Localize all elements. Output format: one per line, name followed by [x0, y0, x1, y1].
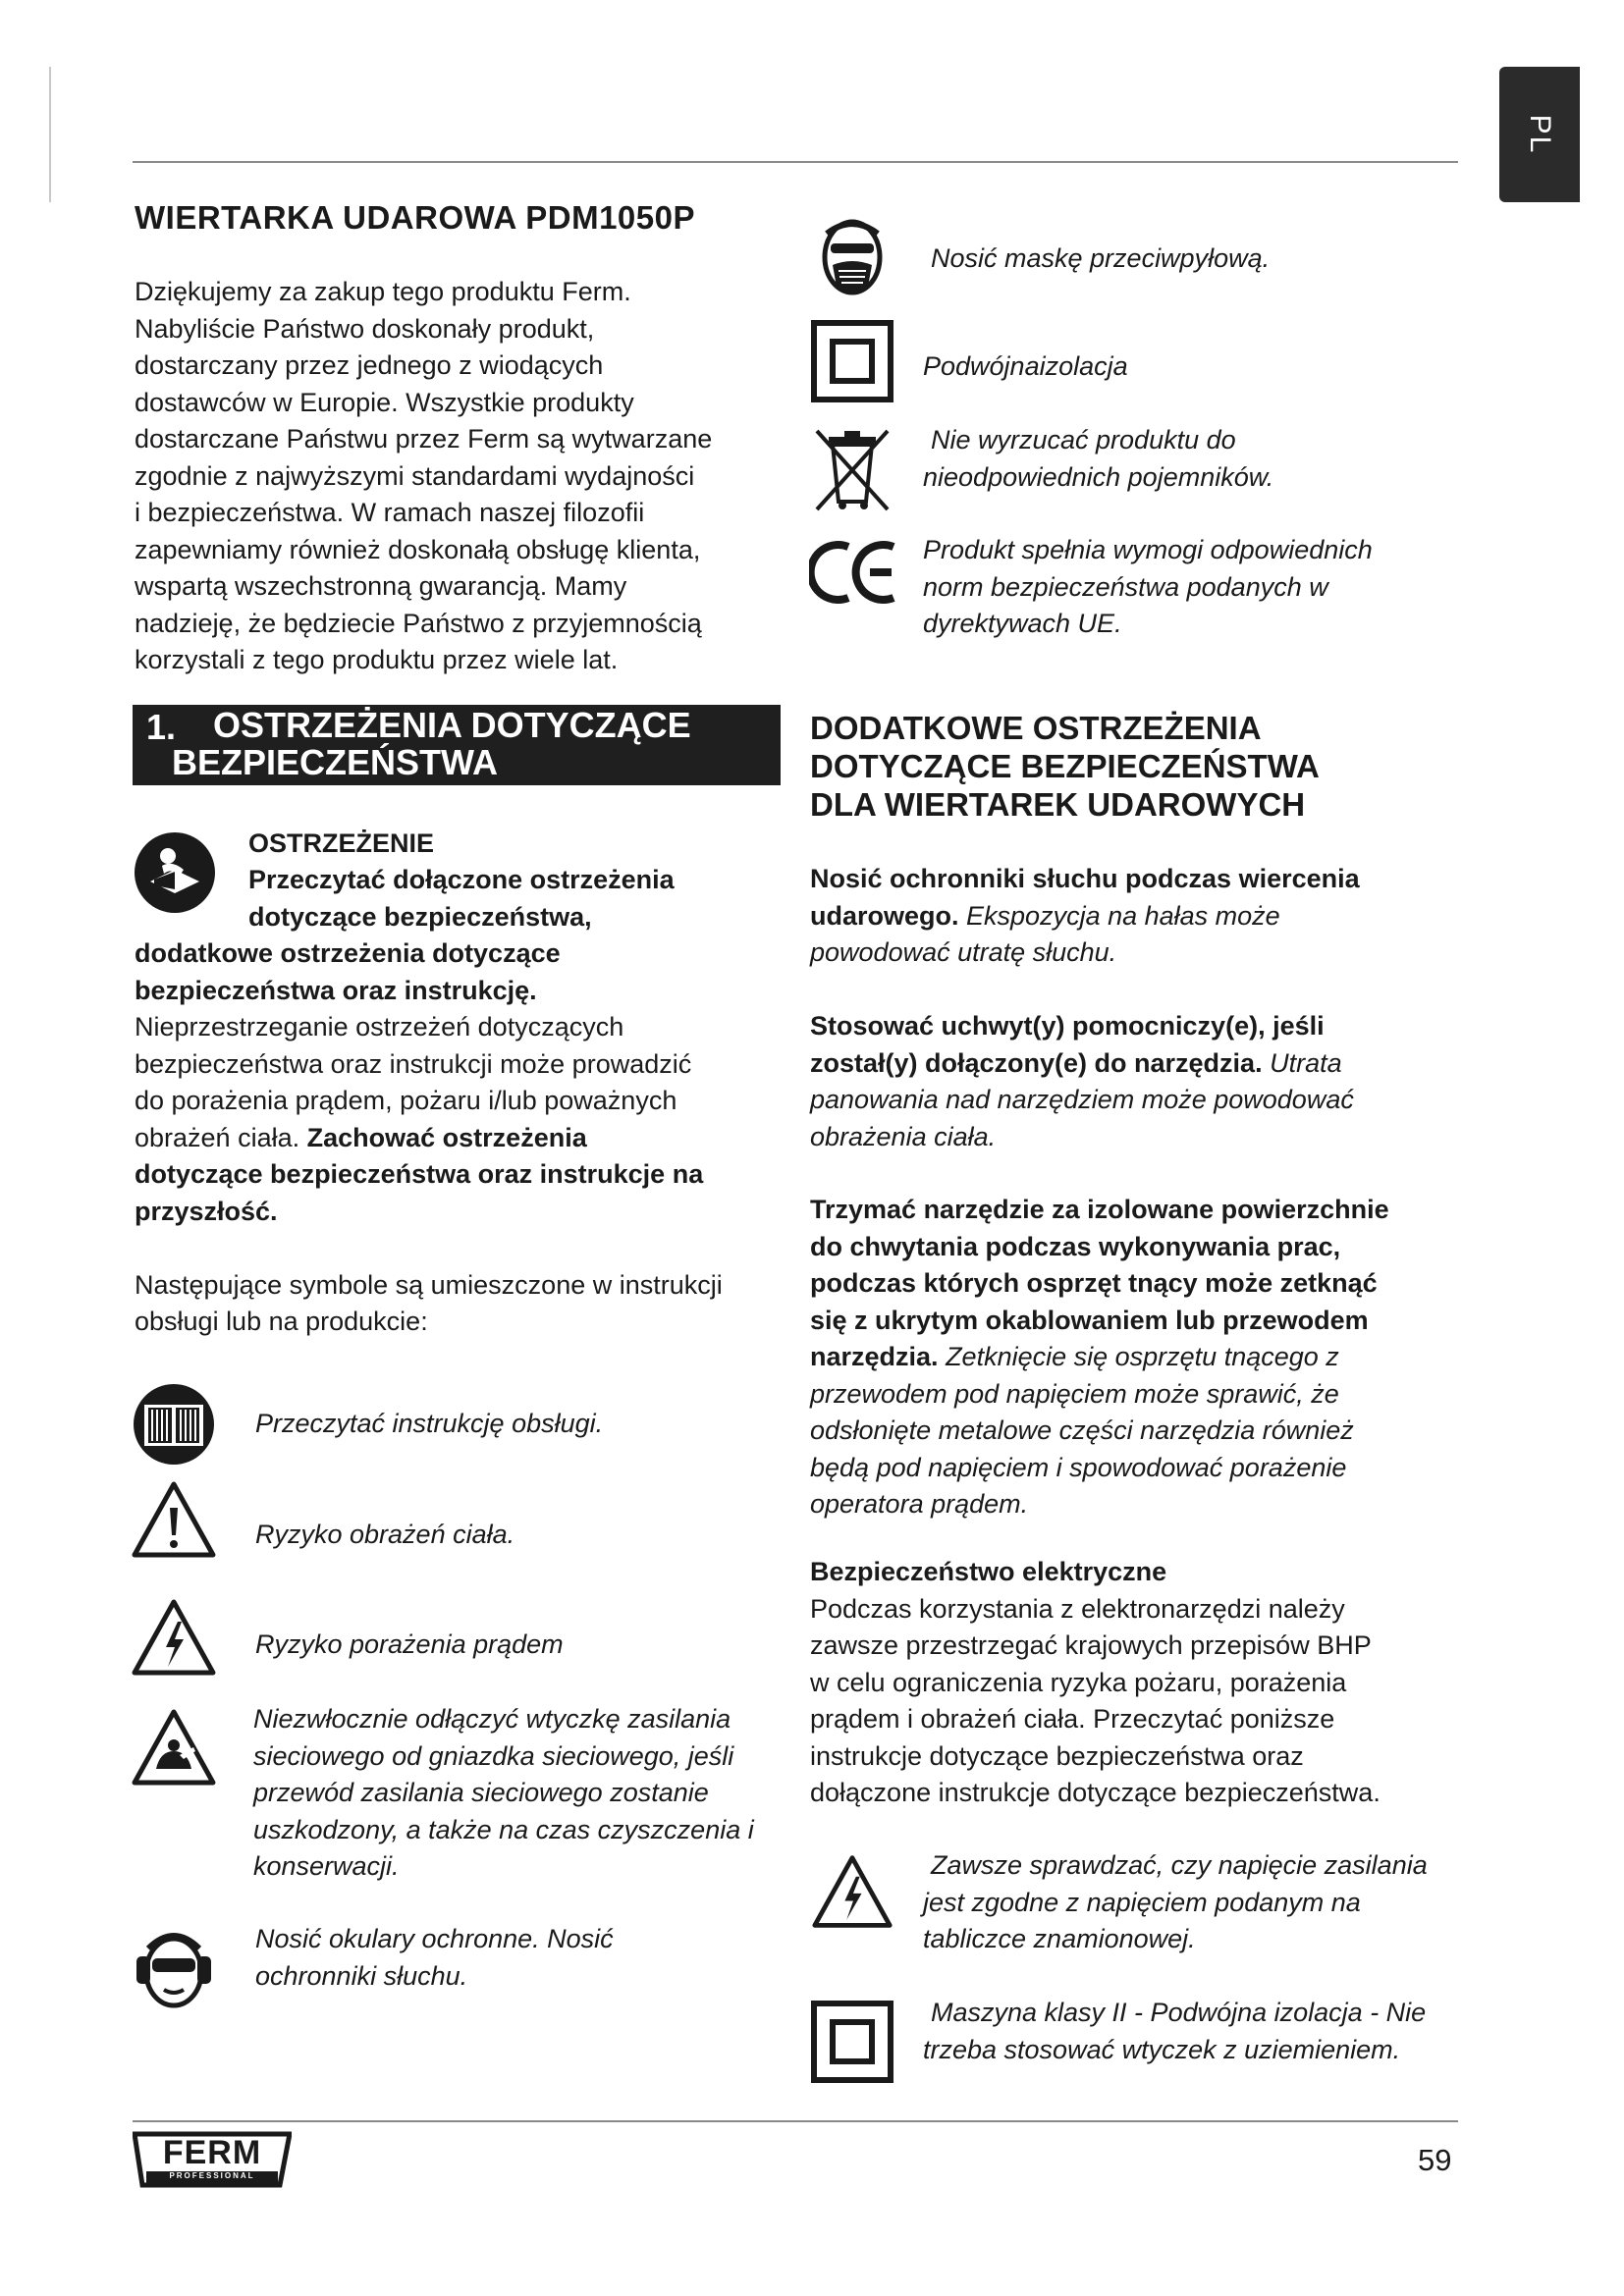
symbols-intro-line: Następujące symbole są umieszczone w instrukcji — [135, 1270, 723, 1300]
electrical-safety-heading: Bezpieczeństwo elektryczne — [810, 1557, 1167, 1586]
section-title-line: BEZPIECZEŃSTWA — [172, 742, 499, 782]
warning-line: do porażenia prądem, pożaru i/lub poważnych — [135, 1086, 677, 1115]
electrical-safety-section — [810, 1554, 1380, 1812]
symbol-description — [923, 1847, 1428, 1958]
warning-line: Nieprzestrzeganie ostrzeżeń dotyczących — [135, 1012, 624, 1041]
paragraph-line: odsłonięte metalowe części narzędzia również — [810, 1415, 1354, 1445]
intro-paragraph — [135, 274, 783, 679]
symbol-line: Nosić okulary ochronne. Nosić — [255, 1924, 614, 1953]
warning-title: OSTRZEŻENIE — [248, 828, 435, 858]
bold-text: został(y) dołączony(e) do narzędzia. — [810, 1047, 1263, 1078]
paragraph-line: Nosić ochronniki słuchu podczas wiercenia — [810, 864, 1360, 893]
paragraph-line: podczas których osprzęt tnący może zetknąć — [810, 1268, 1378, 1298]
paragraph-line: operatora prądem. — [810, 1489, 1029, 1519]
warning-line: Przeczytać dołączone ostrzeżenia — [248, 865, 675, 894]
ferm-logo — [133, 2128, 292, 2191]
paragraph-line: przewodem pod napięciem może sprawić, że — [810, 1378, 1339, 1409]
paragraph-line: Stosować uchwyt(y) pomocniczy(e), jeśli — [810, 1011, 1325, 1041]
symbol-line: uszkodzony, a także na czas czyszczenia i — [253, 1814, 754, 1844]
symbol-line: jest zgodne z napięciem podanym na — [923, 1887, 1361, 1917]
unplug-icon — [131, 1708, 217, 1787]
heading-line: DOTYCZĄCE BEZPIECZEŃSTWA — [810, 748, 1320, 784]
double-insulation-icon — [811, 2001, 893, 2083]
symbol-line: nieodpowiednich pojemników. — [923, 461, 1274, 492]
goggles-earmuffs-icon — [131, 1927, 217, 2011]
additional-paragraph — [810, 1008, 1354, 1155]
italic-text: Ekspozycja na hałas może — [966, 900, 1280, 931]
symbol-line: Zawsze sprawdzać, czy napięcie zasilania — [931, 1850, 1428, 1880]
heading-line: DODATKOWE OSTRZEŻENIA — [810, 710, 1262, 746]
symbol-description — [255, 1921, 614, 1995]
symbol-description — [923, 1995, 1426, 2068]
paragraph-line: obrażenia ciała. — [810, 1121, 997, 1151]
logo-subtext: PROFESSIONAL — [169, 2171, 255, 2180]
paragraph-line: prądem i obrażeń ciała. Przeczytać poniższe — [810, 1704, 1335, 1734]
paragraph-line: dołączone instrukcje dotyczące bezpieczeństwa. — [810, 1778, 1380, 1807]
intro-line: dostawców w Europie. Wszystkie produkty — [135, 387, 634, 417]
paragraph-line — [810, 1339, 1389, 1376]
symbol-description — [923, 422, 1274, 496]
symbol-description — [253, 1701, 754, 1886]
intro-line: Dziękujemy za zakup tego produktu Ferm. — [135, 277, 631, 306]
symbols-intro-line: obsługi lub na produkcie: — [135, 1307, 428, 1336]
warning-line: dotyczące bezpieczeństwa oraz instrukcje na — [135, 1159, 704, 1189]
symbol-line: norm bezpieczeństwa podanych w — [923, 571, 1328, 602]
double-insulation-icon — [811, 320, 893, 402]
paragraph-line: instrukcje dotyczące bezpieczeństwa oraz — [810, 1740, 1304, 1771]
warning-line: bezpieczeństwa oraz instrukcję. — [135, 976, 537, 1005]
section-number: 1. — [146, 707, 177, 747]
intro-line: Nabyliście Państwo doskonały produkt, — [135, 313, 595, 344]
warning-exclamation-icon — [131, 1480, 217, 1559]
top-rule — [133, 161, 1458, 163]
additional-warnings-heading — [810, 709, 1320, 824]
logo-text: FERM — [162, 2134, 262, 2171]
intro-line: zapewniamy również doskonałą obsługę klienta, — [135, 534, 701, 564]
symbol-line: konserwacji. — [253, 1851, 400, 1881]
paragraph-line: Trzymać narzędzie za izolowane powierzchnie — [810, 1195, 1389, 1224]
symbol-line: Nie wyrzucać produktu do — [931, 425, 1236, 454]
symbol-line: trzeba stosować wtyczek z uziemieniem. — [923, 2034, 1401, 2064]
italic-text: Zetknięcie się osprzętu tnącego z — [946, 1342, 1339, 1371]
warning-line: dotyczące bezpieczeństwa, — [248, 902, 592, 932]
margin-line — [49, 67, 51, 202]
language-tab — [1499, 67, 1580, 202]
intro-line: i bezpieczeństwa. W ramach naszej filozofii — [135, 498, 645, 527]
ce-mark-icon — [809, 541, 901, 604]
symbol-line: sieciowego od gniazdka sieciowego, jeśli — [253, 1740, 734, 1771]
bottom-rule — [133, 2120, 1458, 2122]
heading-line: DLA WIERTAREK UDAROWYCH — [810, 786, 1306, 823]
warning-heading — [248, 826, 434, 863]
page-number: 59 — [1418, 2143, 1452, 2177]
paragraph-line: Podczas korzystania z elektronarzędzi należy — [810, 1593, 1345, 1624]
paragraph-line: do chwytania podczas wykonywania prac, — [810, 1231, 1341, 1261]
warning-line: bezpieczeństwa oraz instrukcji może prowadzić — [135, 1049, 692, 1079]
warning-text: obrażeń ciała. — [135, 1123, 300, 1152]
warning-line: przyszłość. — [135, 1197, 278, 1226]
read-manual-icon — [133, 830, 217, 915]
paragraph-line: się z ukrytym okablowaniem lub przewodem — [810, 1305, 1369, 1335]
intro-line: wspartą wszechstronną gwarancją. Mamy — [135, 571, 627, 601]
electric-shock-icon — [131, 1598, 217, 1677]
warning-text-bold: Zachować ostrzeżenia — [306, 1123, 587, 1152]
symbol-description — [923, 532, 1373, 643]
bold-text: udarowego. — [810, 900, 959, 931]
symbol-description: Nosić maskę przeciwpyłową. — [931, 243, 1271, 273]
symbol-line: ochronniki słuchu. — [255, 1960, 468, 1991]
intro-line: dostarczany przez jednego z wiodących — [135, 350, 604, 380]
paragraph-line — [810, 1045, 1354, 1083]
section-title-line: OSTRZEŻENIA DOTYCZĄCE — [213, 705, 691, 745]
symbol-line: Produkt spełnia wymogi odpowiednich — [923, 535, 1373, 564]
intro-line: korzystali z tego produktu przez wiele lat. — [135, 645, 619, 674]
symbol-line: tabliczce znamionowej. — [923, 1924, 1196, 1953]
document-title: WIERTARKA UDAROWA PDM1050P — [135, 199, 695, 236]
paragraph-line: będą pod napięciem i spowodować porażenie — [810, 1452, 1347, 1482]
section-1-header — [133, 705, 781, 785]
symbol-description: Podwójnaizolacja — [923, 351, 1128, 381]
paragraph-line: panowania nad narzędziem może powodować — [810, 1085, 1354, 1114]
symbol-description: Ryzyko obrażeń ciała. — [255, 1520, 515, 1549]
additional-paragraph — [810, 861, 1360, 972]
symbol-line: Maszyna klasy II - Podwójna izolacja - Nie — [931, 1998, 1427, 2027]
crossed-bin-icon — [811, 425, 893, 513]
italic-text: Utrata — [1270, 1047, 1342, 1078]
intro-line: dostarczane Państwu przez Ferm są wytwarzane — [135, 424, 713, 454]
symbol-line: Niezwłocznie odłączyć wtyczkę zasilania — [253, 1704, 731, 1734]
intro-line: zgodnie z najwyższymi standardami wydajności — [135, 460, 695, 491]
symbol-line: przewód zasilania sieciowego zostanie — [253, 1778, 709, 1807]
intro-line: nadzieję, że będziecie Państwo z przyjemnością — [135, 608, 702, 638]
paragraph-line: w celu ograniczenia ryzyka pożaru, porażenia — [810, 1667, 1347, 1697]
paragraph-line — [810, 898, 1360, 935]
paragraph-line: zawsze przestrzegać krajowych przepisów BHP — [810, 1630, 1372, 1660]
symbol-line: dyrektywach UE. — [923, 609, 1122, 638]
book-icon — [131, 1381, 217, 1468]
warning-line — [135, 1120, 587, 1157]
symbol-description: Przeczytać instrukcję obsługi. — [255, 1409, 604, 1438]
symbol-description: Ryzyko porażenia prądem — [255, 1629, 564, 1659]
additional-paragraph — [810, 1192, 1389, 1523]
warning-line: dodatkowe ostrzeżenia dotyczące — [135, 938, 561, 968]
paragraph-line: powodować utratę słuchu. — [810, 937, 1117, 967]
bold-text: narzędzia. — [810, 1342, 939, 1371]
language-label: PL — [1524, 114, 1556, 155]
electric-shock-icon — [811, 1853, 893, 1930]
dust-mask-icon — [813, 214, 892, 298]
